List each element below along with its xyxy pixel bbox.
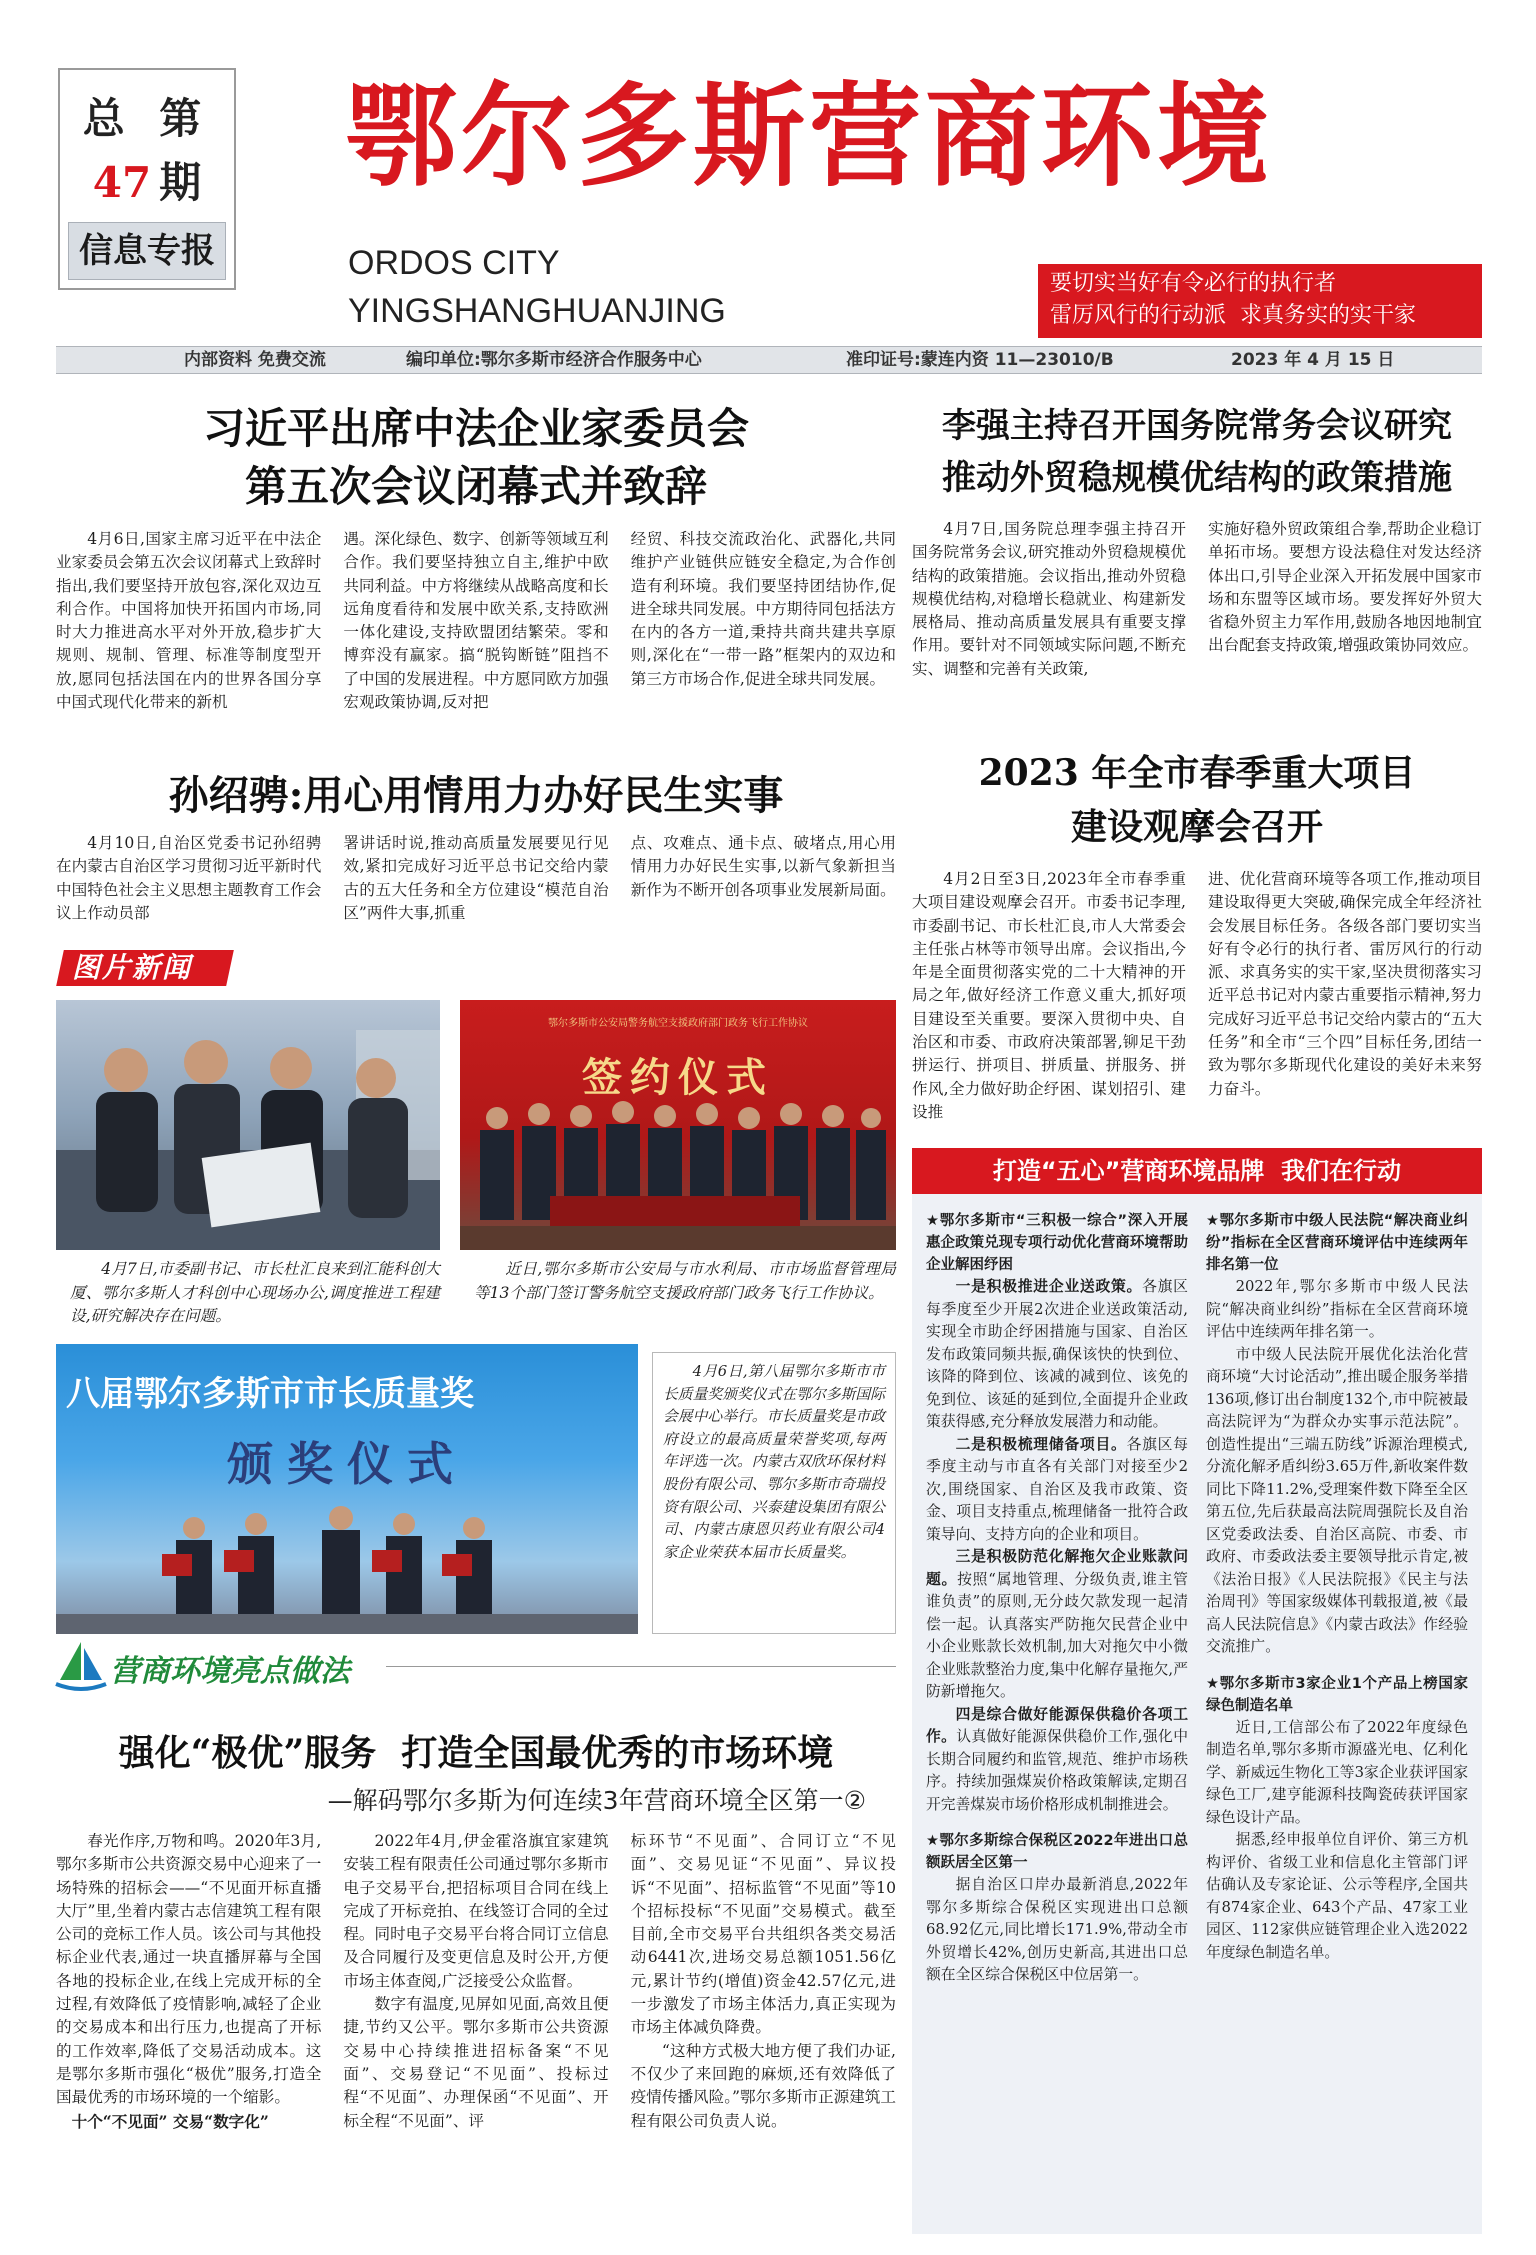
issue-number: 47 (92, 158, 152, 207)
wuxin-c1-head1: ★鄂尔多斯市“三积极一综合”深入开展惠企政策兑现专项行动优化营商环境帮助企业解困纾困 (926, 1213, 1188, 1273)
wuxin-c2-head2: ★鄂尔多斯市3家企业1个产品上榜国家绿色制造名单 (1206, 1675, 1468, 1714)
issue-line1: 总 第 (82, 94, 212, 143)
article-spring-title-line2: 建设观摩会召开 (1070, 806, 1323, 848)
wuxin-c1-s2-label: 二是积极梳理储备项目。 (955, 1435, 1127, 1453)
photo-3 (56, 1344, 638, 1634)
article-xi-title (56, 400, 896, 516)
wuxin-panel (912, 1148, 1482, 2234)
photo-1 (56, 1000, 440, 1250)
highlight-subtitle: —解码鄂尔多斯为何连续3年营商环境全区第一② (327, 1786, 866, 1815)
wuxin-c1-s1-label: 一是积极推进企业送政策。 (955, 1278, 1143, 1295)
masthead (0, 0, 1536, 375)
article-li (912, 400, 1482, 745)
issue-unit: 期 (159, 158, 202, 207)
article-xi-col2: 遇。深化绿色、数字、创新等领域互利合作。我们要坚持独立自主,维护中欧共同利益。中方将继续从战略高度和长远角度看待和发展中欧关系,支持欧洲一体化建设,支持欧盟团结繁荣。零和博弈没有赢家。搞“脱钩断链”阻挡不了中国的发展进程。中方愿同欧方加强宏观政策协调,反对把 (343, 530, 609, 712)
article-sun-col2: 署讲话时说,推动高质量发展要见行见效,紧扣完成好习近平总书记交给内蒙古的五大任务和全方位建设“模范自治区”两件大事,抓重 (343, 834, 609, 922)
photo-3-banner: 八届鄂尔多斯市市长质量奖 (66, 1374, 474, 1414)
photo-news-label (60, 946, 250, 990)
photo-2-banner: 鄂尔多斯市公安局警务航空支援政府部门政务飞行工作协议 (548, 1018, 808, 1029)
article-spring (912, 746, 1482, 1146)
info-editor: 编印单位:鄂尔多斯市经济合作服务中心 (406, 350, 702, 370)
info-badge-text: 信息专报 (79, 231, 215, 271)
photo-3-sign: 颁奖仪式 (227, 1437, 467, 1491)
highlight-col1-sub: 十个“不见面” 交易“数字化” (71, 2111, 269, 2131)
photo-1-caption: 4月7日,市委副书记、市长杜汇良来到汇能科创大厦、鄂尔多斯人才科创中心现场办公,调度推进工程建设,研究解决存在问题。 (70, 1260, 440, 1325)
wuxin-body (926, 1210, 1468, 2220)
wuxin-c1-head2: ★鄂尔多斯综合保税区2022年进出口总额跃居全区第一 (926, 1833, 1188, 1871)
highlight-title: 强化“极优”服务 打造全国最优秀的市场环境 (118, 1732, 834, 1774)
info-strip (56, 346, 1482, 374)
highlight-col2 (343, 1830, 608, 2230)
wuxin-c1-s2-text: 各旗区每季度主动与市直各有关部门对接至少2次,围绕国家、自治区及我市政策、资金、项目支持重点,梳理储备一批符合政策导向、支持方向的企业和项目。 (926, 1435, 1188, 1543)
highlight-col2-p1: 2022年4月,伊金霍洛旗宜家建筑安装工程有限责任公司通过鄂尔多斯市电子交易平台,把招标项目合同在线上完成了开标竞拍、在线签订合同的全过程。同时电子交易平台将合同订立信息及合同履行及变更信息及时公开,方便市场主体查阅,广泛接受公众监督。 (343, 1832, 609, 1990)
slogan-box (1038, 264, 1482, 338)
info-permit: 准印证号:蒙连内资 11—23010/B (846, 350, 1114, 370)
article-li-title-line2: 推动外贸稳规模优结构的政策措施 (942, 458, 1452, 498)
article-xi-col1: 4月6日,国家主席习近平在中法企业家委员会第五次会议闭幕式上致辞时指出,我们要坚持开放包容,深化双边互利合作。中国将加快开拓国内市场,同时大力推进高水平对外开放,稳步扩大规则、规制、管理、标准等制度型开放,愿同包括法国在内的世界各国分享中国式现代化带来的新机 (56, 530, 322, 712)
photo-3-illustration (56, 1344, 638, 1634)
slogan-line2: 雷厉风行的行动派 求真务实的实干家 (1050, 303, 1416, 328)
pinyin-line2: YINGSHANGHUANJING (348, 292, 726, 330)
photo-news-label-text: 图片新闻 (72, 951, 193, 984)
issue-line2 (60, 150, 234, 210)
article-spring-title-line1: 2023 年全市春季重大项目 (978, 752, 1416, 794)
slogan-line1: 要切实当好有令必行的执行者 (1050, 271, 1337, 296)
article-xi-col3: 经贸、科技交流政治化、武器化,共同维护产业链供应链安全稳定,为合作创造有利环境。我们要坚持团结协作,促进全球共同发展。中方期待同包括法方在内的各方一道,秉持共商共建共享原则,深化在“一带一路”框架内的双边和第三方市场合作,促进全球共同发展。 (630, 530, 896, 688)
wuxin-c1-s4 (926, 1704, 1188, 1817)
wuxin-c1-s3-label: 三是积极防范化解拖欠企业账款问题。 (926, 1548, 1188, 1588)
issue-box (58, 68, 236, 290)
pinyin-line1: ORDOS CITY (348, 244, 560, 282)
article-spring-col1: 4月2日至3日,2023年全市春季重大项目建设观摩会召开。市委书记李理,市委副书记、市长杜汇良,市人大常委会主任张占林等市领导出席。会议指出,今年是全面贯彻落实党的二十大精神的开局之年,做好经济工作意义重大,抓好项目建设至关重要。要深入贯彻中央、自治区和市委、市政府决策部署,铆足干劲拼运行、拼项目、拼质量、拼服务、拼作风,全力做好助企纾困、谋划招引、建设推 (912, 870, 1186, 1121)
wuxin-c1-s4-label: 四是综合做好能源保供稳价各项工作。 (926, 1705, 1188, 1745)
article-xi-body (56, 528, 896, 756)
highlight-col2-p2: 数字有温度,见屏如见面,高效且便捷,节约又公平。鄂尔多斯市公共资源交易中心持续推进招标备案“不见面”、交易登记“不见面”、投标过程“不见面”、办理保函“不见面”、开标全程“不见面”、评 (343, 1995, 609, 2130)
photo-2-sign: 签约仪式 (582, 1055, 774, 1101)
article-sun-col1: 4月10日,自治区党委书记孙绍骋在内蒙古自治区学习贯彻习近平新时代中国特色社会主义思想主题教育工作会议上作动员部 (56, 834, 322, 922)
info-badge (68, 222, 226, 280)
photo-2 (460, 1000, 896, 1250)
article-xi-title-line2: 第五次会议闭幕式并致辞 (244, 462, 707, 511)
wuxin-c1-s4-text: 认真做好能源保供稳价工作,强化中长期合同履约和监管,规范、维护市场秩序。持续加强煤炭价格政策解读,定期召开完善煤炭市场价格形成机制推进会。 (926, 1728, 1188, 1813)
wuxin-c1-s1-text: 各旗区每季度至少开展2次进企业送政策活动,实现全市助企纾困措施与国家、自治区发布政策同频共振,确保该快的快到位、该降的降到位、该减的减到位、该免的免到位、该延的延到位,全面提升企业政策获得感,充分释放发展潜力和动能。 (926, 1278, 1188, 1430)
photo-2-illustration (460, 1000, 896, 1250)
wuxin-c1-s1 (926, 1276, 1188, 1434)
info-date: 2023 年 4 月 15 日 (1231, 350, 1395, 370)
wuxin-c1-s5: 据自治区口岸办最新消息,2022年鄂尔多斯综合保税区实现进出口总额68.92亿元,同比增长171.9%,带动全市外贸增长42%,创历史新高,其进出口总额在全区综合保税区中位居第一。 (926, 1876, 1188, 1983)
photo-2-caption: 近日,鄂尔多斯市公安局与市水利局、市市场监督管理局等13个部门签订警务航空支援政府部门政务飞行工作协议。 (474, 1260, 896, 1302)
article-sun-title: 孙绍骋:用心用情用力办好民生实事 (168, 772, 784, 819)
wuxin-col1 (926, 1210, 1188, 2220)
wuxin-c2-p4: 据悉,经申报单位自评价、第三方机构评价、省级工业和信息化主管部门评估确认及专家论证、公示等程序,全国共有874家企业、643个产品、47家工业园区、112家供应链管理企业入选2022年度绿色制造名单。 (1206, 1831, 1468, 1961)
wuxin-banner (912, 1148, 1482, 1194)
wuxin-c2-p3: 近日,工信部公布了2022年度绿色制造名单,鄂尔多斯市源盛光电、亿利化学、新威远生物化工等3家企业获评国家绿色工厂,建亨能源科技陶瓷砖获评国家绿色设计产品。 (1206, 1718, 1468, 1826)
masthead-title: 鄂尔多斯营商环境 (345, 72, 1273, 202)
article-sun-body (56, 832, 896, 922)
wuxin-c1-s3 (926, 1546, 1188, 1704)
photo-3-caption: 4月6日,第八届鄂尔多斯市市长质量奖颁奖仪式在鄂尔多斯国际会展中心举行。市长质量奖是市政府设立的最高质量荣誉奖项,每两年评选一次。内蒙古双欣环保材料股份有限公司、鄂尔多斯市奇瑞投资有限公司、兴泰建设集团有限公司、内蒙古康恩贝药业有限公司4家企业荣获本届市长质量奖。 (652, 1352, 896, 1634)
article-li-col1: 4月7日,国务院总理李强主持召开国务院常务会议,研究推动外贸稳规模优结构的政策措施。会议指出,推动外贸稳规模优结构,对稳增长稳就业、构建新发展格局、推动高质量发展具有重要支撑作用。要针对不同领域实际问题,不断充实、调整和完善有关政策, (912, 520, 1186, 678)
highlight-label-text: 营商环境亮点做法 (110, 1654, 350, 1689)
article-sun-col3: 点、攻难点、通卡点、破堵点,用心用情用力办好民生实事,以新气象新担当新作为不断开创各项事业发展新局面。 (630, 834, 896, 899)
wuxin-c1-s3-text: 按照“属地管理、分级负责,谁主管谁负责”的原则,无分歧欠款发现一起清偿一起。认真落实严防拖欠民营企业中小企业账款长效机制,加大对拖欠中小微企业账款整治力度,集中化解存量拖欠,严防新增拖欠。 (926, 1570, 1188, 1700)
photo-1-illustration (56, 1000, 440, 1250)
wuxin-c2-p1: 2022年,鄂尔多斯市中级人民法院“解决商业纠纷”指标在全区营商环境评估中连续两年排名第一。 (1206, 1278, 1468, 1340)
article-li-body (912, 518, 1482, 728)
wuxin-c2-p2: 市中级人民法院开展优化法治化营商环境“大讨论活动”,推出暖企服务举措136项,修订出台制度132个,市中院被最高法院评为“为群众办实事示范法院”。创造性提出“三端五防线”诉源治理模式,分流化解矛盾纠纷3.65万件,新收案件数同比下降11.2%,受理案件数下降至全区第五位,先后获最高法院周强院长及自治区党委政法委、自治区高院、市委、市政府、市委政法委主要领导批示肯定,被《法治日报》《人民法院报》《民主与法治周刊》等国家级媒体刊载报道,被《最高人民法院信息》《内蒙古政法》作经验交流推广。 (1206, 1345, 1468, 1655)
article-li-title (912, 400, 1482, 504)
highlight-col3-p1: 标环节“不见面”、合同订立“不见面”、交易见证“不见面”、异议投诉“不见面”、招标监管“不见面”等10个招标投标“不见面”交易模式。截至目前,全市交易平台共组织各类交易活动6441次,进场交易总额1051.56亿元,累计节约(增值)资金42.57亿元,进一步激发了市场主体活力,真正实现为市场主体减负降费。 (630, 1832, 896, 2037)
article-li-col2: 实施好稳外贸政策组合拳,帮助企业稳订单拓市场。要想方设法稳住对发达经济体出口,引导企业深入开拓发展中国家市场和东盟等区域市场。要发挥好外贸大省稳外贸主力军作用,鼓励各地因地制宜出台配套支持政策,增强政策协同效应。 (1208, 520, 1482, 655)
sail-icon (56, 1640, 106, 1692)
info-internal: 内部资料 免费交流 (184, 350, 326, 370)
highlight-label-rule (386, 1666, 896, 1667)
highlight-body (56, 1830, 896, 2230)
wuxin-c2-head1: ★鄂尔多斯市中级人民法院“解决商业纠纷”指标在全区营商环境评估中连续两年排名第一位 (1206, 1213, 1468, 1273)
article-li-title-line1: 李强主持召开国务院常务会议研究 (942, 406, 1452, 446)
wuxin-col2 (1206, 1210, 1468, 2220)
article-xi-title-line1: 习近平出席中法企业家委员会 (202, 404, 749, 453)
article-xi (56, 400, 896, 762)
highlight-label (56, 1640, 896, 1694)
article-sun (56, 768, 896, 922)
article-spring-body (912, 868, 1482, 1148)
wuxin-c1-s2 (926, 1434, 1188, 1547)
highlight-col3 (631, 1830, 896, 2230)
article-spring-col2: 进、优化营商环境等各项工作,推动项目建设取得更大突破,确保完成全年经济社会发展目标任务。各级各部门要切实当好有令必行的执行者、雷厉风行的行动派、求真务实的实干家,坚决贯彻落实习近平总书记对内蒙古重要指示精神,努力完成好习近平总书记交给内蒙古的“五大任务”和全市“三个四”目标任务,团结一致为鄂尔多斯现代化建设的美好未来努力奋斗。 (1208, 870, 1482, 1098)
highlight-col1 (56, 1830, 321, 2230)
wuxin-banner-text: 打造“五心”营商环境品牌 我们在行动 (992, 1157, 1402, 1185)
article-spring-title (912, 746, 1482, 854)
highlight-col1-text: 春光作序,万物和鸣。2020年3月,鄂尔多斯市公共资源交易中心迎来了一场特殊的招标会——“不见面开标直播大厅”里,坐着内蒙古志信建筑工程有限公司的竞标工作人员。该公司与其他投标企业代表,通过一块直播屏幕与全国各地的投标企业,在线上完成开标的全过程,有效降低了疫情影响,减轻了企业的交易成本和出行压力,也提高了开标的工作效率,降低了交易活动成本。这是鄂尔多斯市强化“极优”服务,打造全国最优秀的市场环境的一个缩影。 (56, 1832, 322, 2107)
highlight-col3-p2: “这种方式极大地方便了我们办证,不仅少了来回跑的麻烦,还有效降低了疫情传播风险。”鄂尔多斯市正源建筑工程有限公司负责人说。 (630, 2041, 896, 2130)
